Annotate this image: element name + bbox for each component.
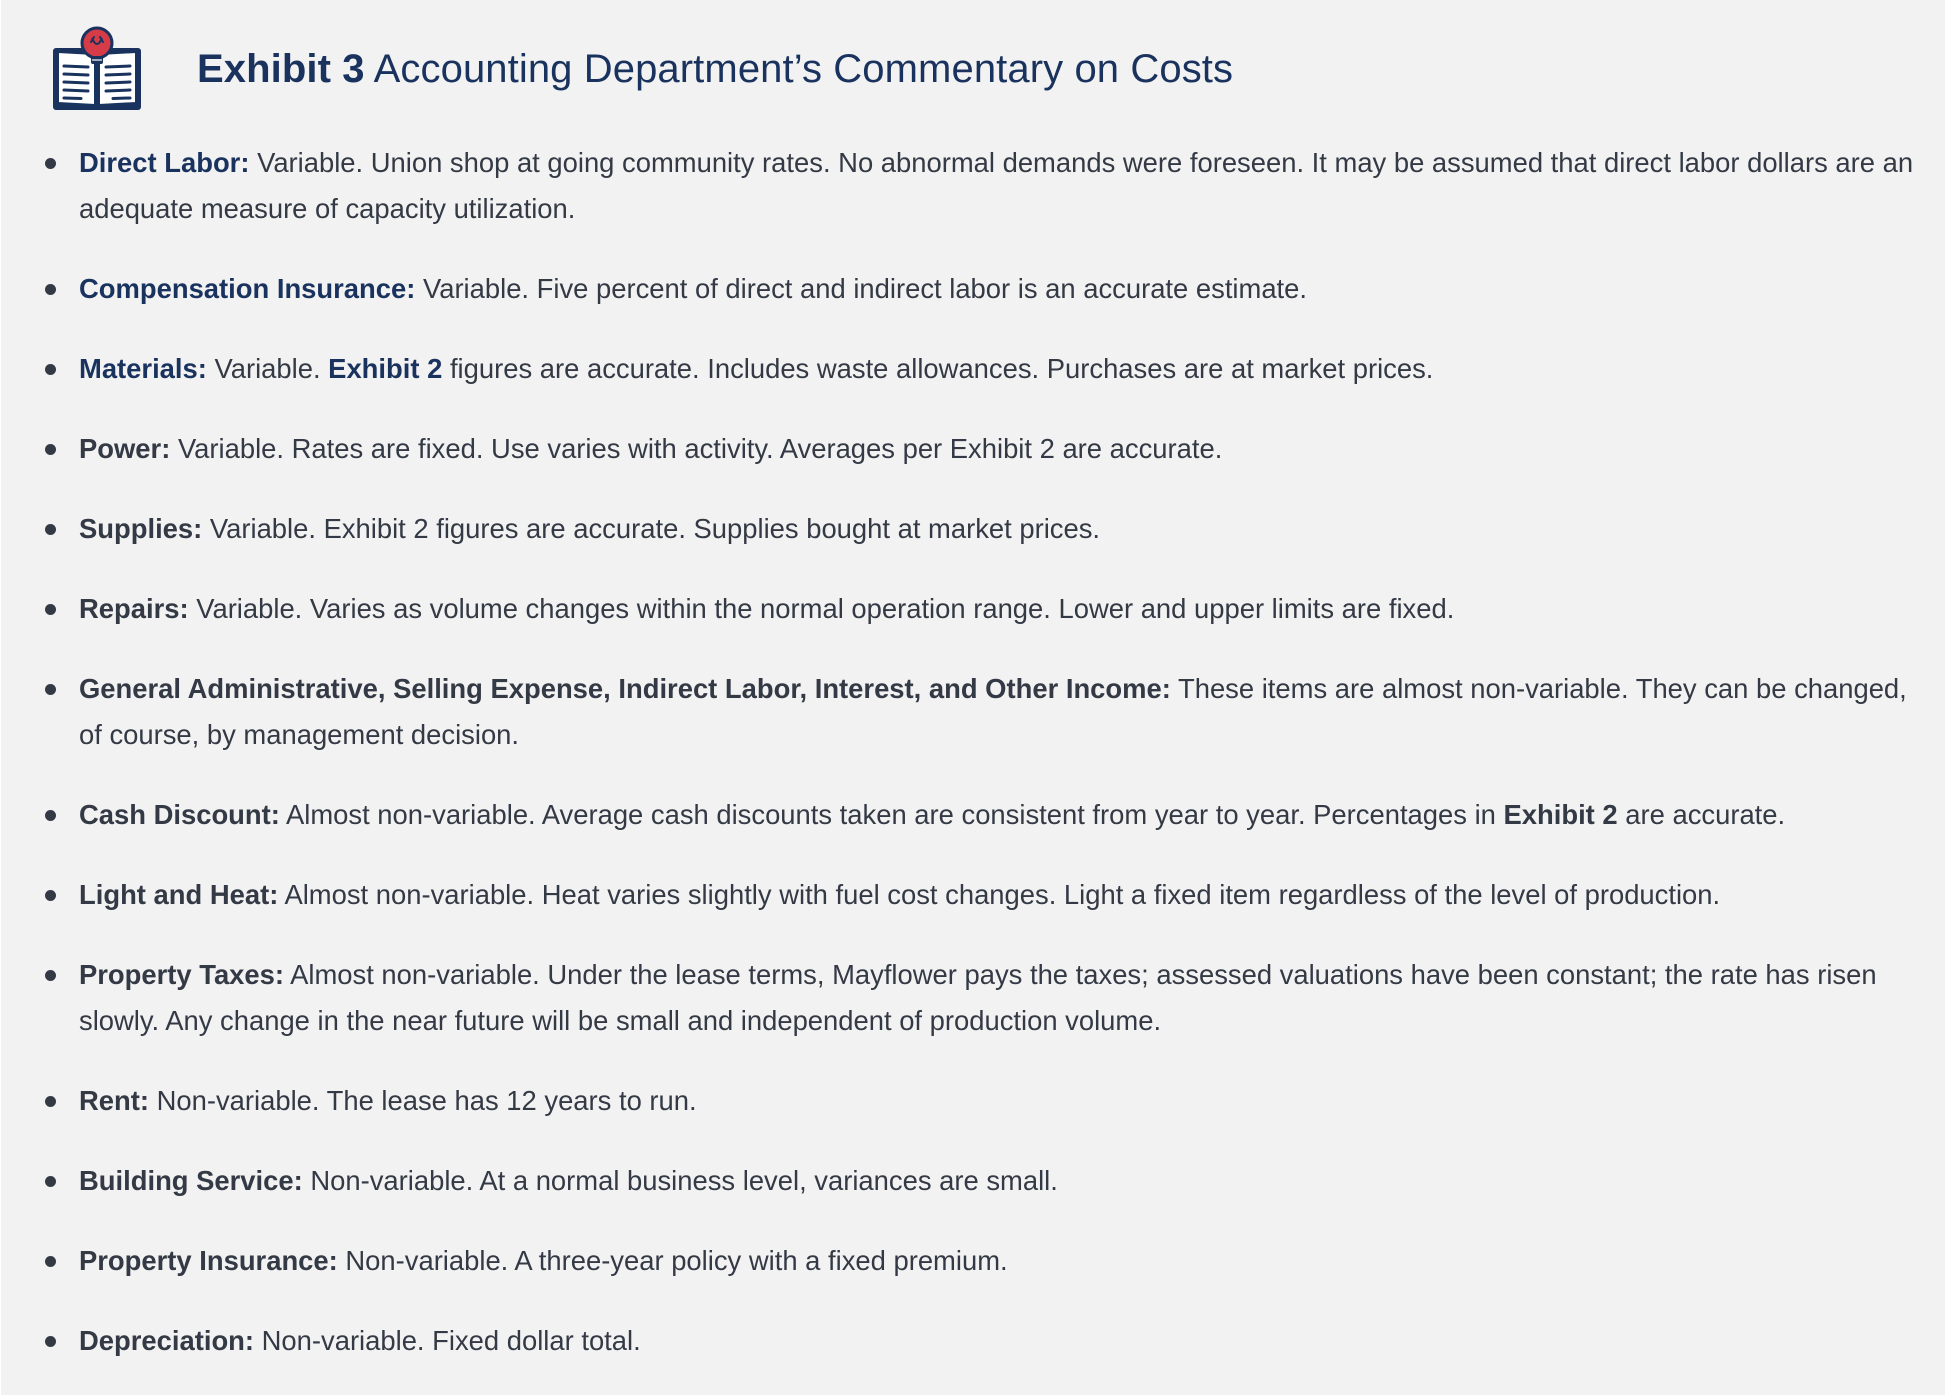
bullet xyxy=(45,810,56,821)
item-term: Cash Discount: xyxy=(79,799,280,830)
bullet xyxy=(45,364,56,375)
item-text: Non-variable. Fixed dollar total. xyxy=(254,1325,641,1356)
list-item-property-insurance xyxy=(1,1238,1945,1284)
list-item-cash-discount xyxy=(1,792,1945,838)
item-term: Direct Labor: xyxy=(79,147,250,178)
item-text: are accurate. xyxy=(1617,799,1786,830)
list-item-light-and-heat xyxy=(1,872,1945,918)
bullet xyxy=(45,524,56,535)
list-item-compensation-insurance xyxy=(1,266,1945,312)
list-item-depreciation xyxy=(1,1318,1945,1364)
list-item-general-administrative xyxy=(1,666,1945,758)
item-text: Almost non-variable. Under the lease terms, Mayflower pays the taxes; assessed valuations have been constant; the rate has risen slowly. Any change in the near future will be small and independent of production volume. xyxy=(79,959,1877,1036)
item-text: Variable. Varies as volume changes within the normal operation range. Lower and upper limits are fixed. xyxy=(188,593,1455,624)
bullet xyxy=(45,444,56,455)
item-term: Building Service: xyxy=(79,1165,303,1196)
item-term: Property Insurance: xyxy=(79,1245,338,1276)
cost-commentary-list xyxy=(1,140,1945,1398)
item-text: Non-variable. A three-year policy with a fixed premium. xyxy=(337,1245,1008,1276)
bullet xyxy=(45,1176,56,1187)
item-term: Supplies: xyxy=(79,513,203,544)
item-text: Almost non-variable. Average cash discounts taken are consistent from year to year. Percentages in xyxy=(279,799,1504,830)
item-term: Depreciation: xyxy=(79,1325,255,1356)
item-text: These items are almost non-variable. They can be changed, of course, by management decision. xyxy=(79,673,1907,750)
bullet xyxy=(45,684,56,695)
exhibit-panel xyxy=(1,0,1945,1395)
list-item-building-service xyxy=(1,1158,1945,1204)
bullet xyxy=(45,890,56,901)
bullet xyxy=(45,1096,56,1107)
item-term: Compensation Insurance: xyxy=(79,273,416,304)
list-item-repairs xyxy=(1,586,1945,632)
exhibit-2-reference: Exhibit 2 xyxy=(1503,799,1618,830)
list-item-rent xyxy=(1,1078,1945,1124)
bullet xyxy=(45,604,56,615)
item-term: General Administrative, Selling Expense, Indirect Labor, Interest, and Other Income: xyxy=(79,673,1171,704)
item-term: Repairs: xyxy=(79,593,189,624)
bullet xyxy=(45,970,56,981)
item-term: Power: xyxy=(79,433,171,464)
item-text: Variable. Five percent of direct and indirect labor is an accurate estimate. xyxy=(415,273,1308,304)
list-item-property-taxes xyxy=(1,952,1945,1044)
exhibit-header xyxy=(51,24,1233,114)
bullet xyxy=(45,1256,56,1267)
list-item-supplies xyxy=(1,506,1945,552)
item-term: Light and Heat: xyxy=(79,879,279,910)
list-item-direct-labor xyxy=(1,140,1945,232)
bullet xyxy=(45,284,56,295)
book-lightbulb-icon xyxy=(51,26,143,112)
item-term: Materials: xyxy=(79,353,207,384)
page-title xyxy=(197,47,1233,92)
item-term: Property Taxes: xyxy=(79,959,285,990)
list-item-power xyxy=(1,426,1945,472)
item-text: Variable. Exhibit 2 figures are accurate. Supplies bought at market prices. xyxy=(202,513,1101,544)
bullet xyxy=(45,158,56,169)
item-text: Almost non-variable. Heat varies slightly with fuel cost changes. Light a fixed item regardless of the level of production. xyxy=(278,879,1721,910)
bullet xyxy=(45,1336,56,1347)
item-text: Variable. xyxy=(206,353,329,384)
item-text: Non-variable. At a normal business level, variances are small. xyxy=(302,1165,1058,1196)
item-text: Variable. Rates are fixed. Use varies with activity. Averages per Exhibit 2 are accurate. xyxy=(170,433,1223,464)
item-term: Rent: xyxy=(79,1085,149,1116)
item-text: Non-variable. The lease has 12 years to run. xyxy=(149,1085,697,1116)
list-item-materials xyxy=(1,346,1945,392)
item-text: figures are accurate. Includes waste allowances. Purchases are at market prices. xyxy=(442,353,1434,384)
exhibit-label: Exhibit 3 xyxy=(197,46,365,91)
exhibit-title-text: Accounting Department’s Commentary on Costs xyxy=(364,46,1234,91)
item-text: Variable. Union shop at going community rates. No abnormal demands were foreseen. It may be assumed that direct labor dollars are an adequate measure of capacity utilization. xyxy=(79,147,1914,224)
exhibit-2-reference: Exhibit 2 xyxy=(328,353,443,384)
